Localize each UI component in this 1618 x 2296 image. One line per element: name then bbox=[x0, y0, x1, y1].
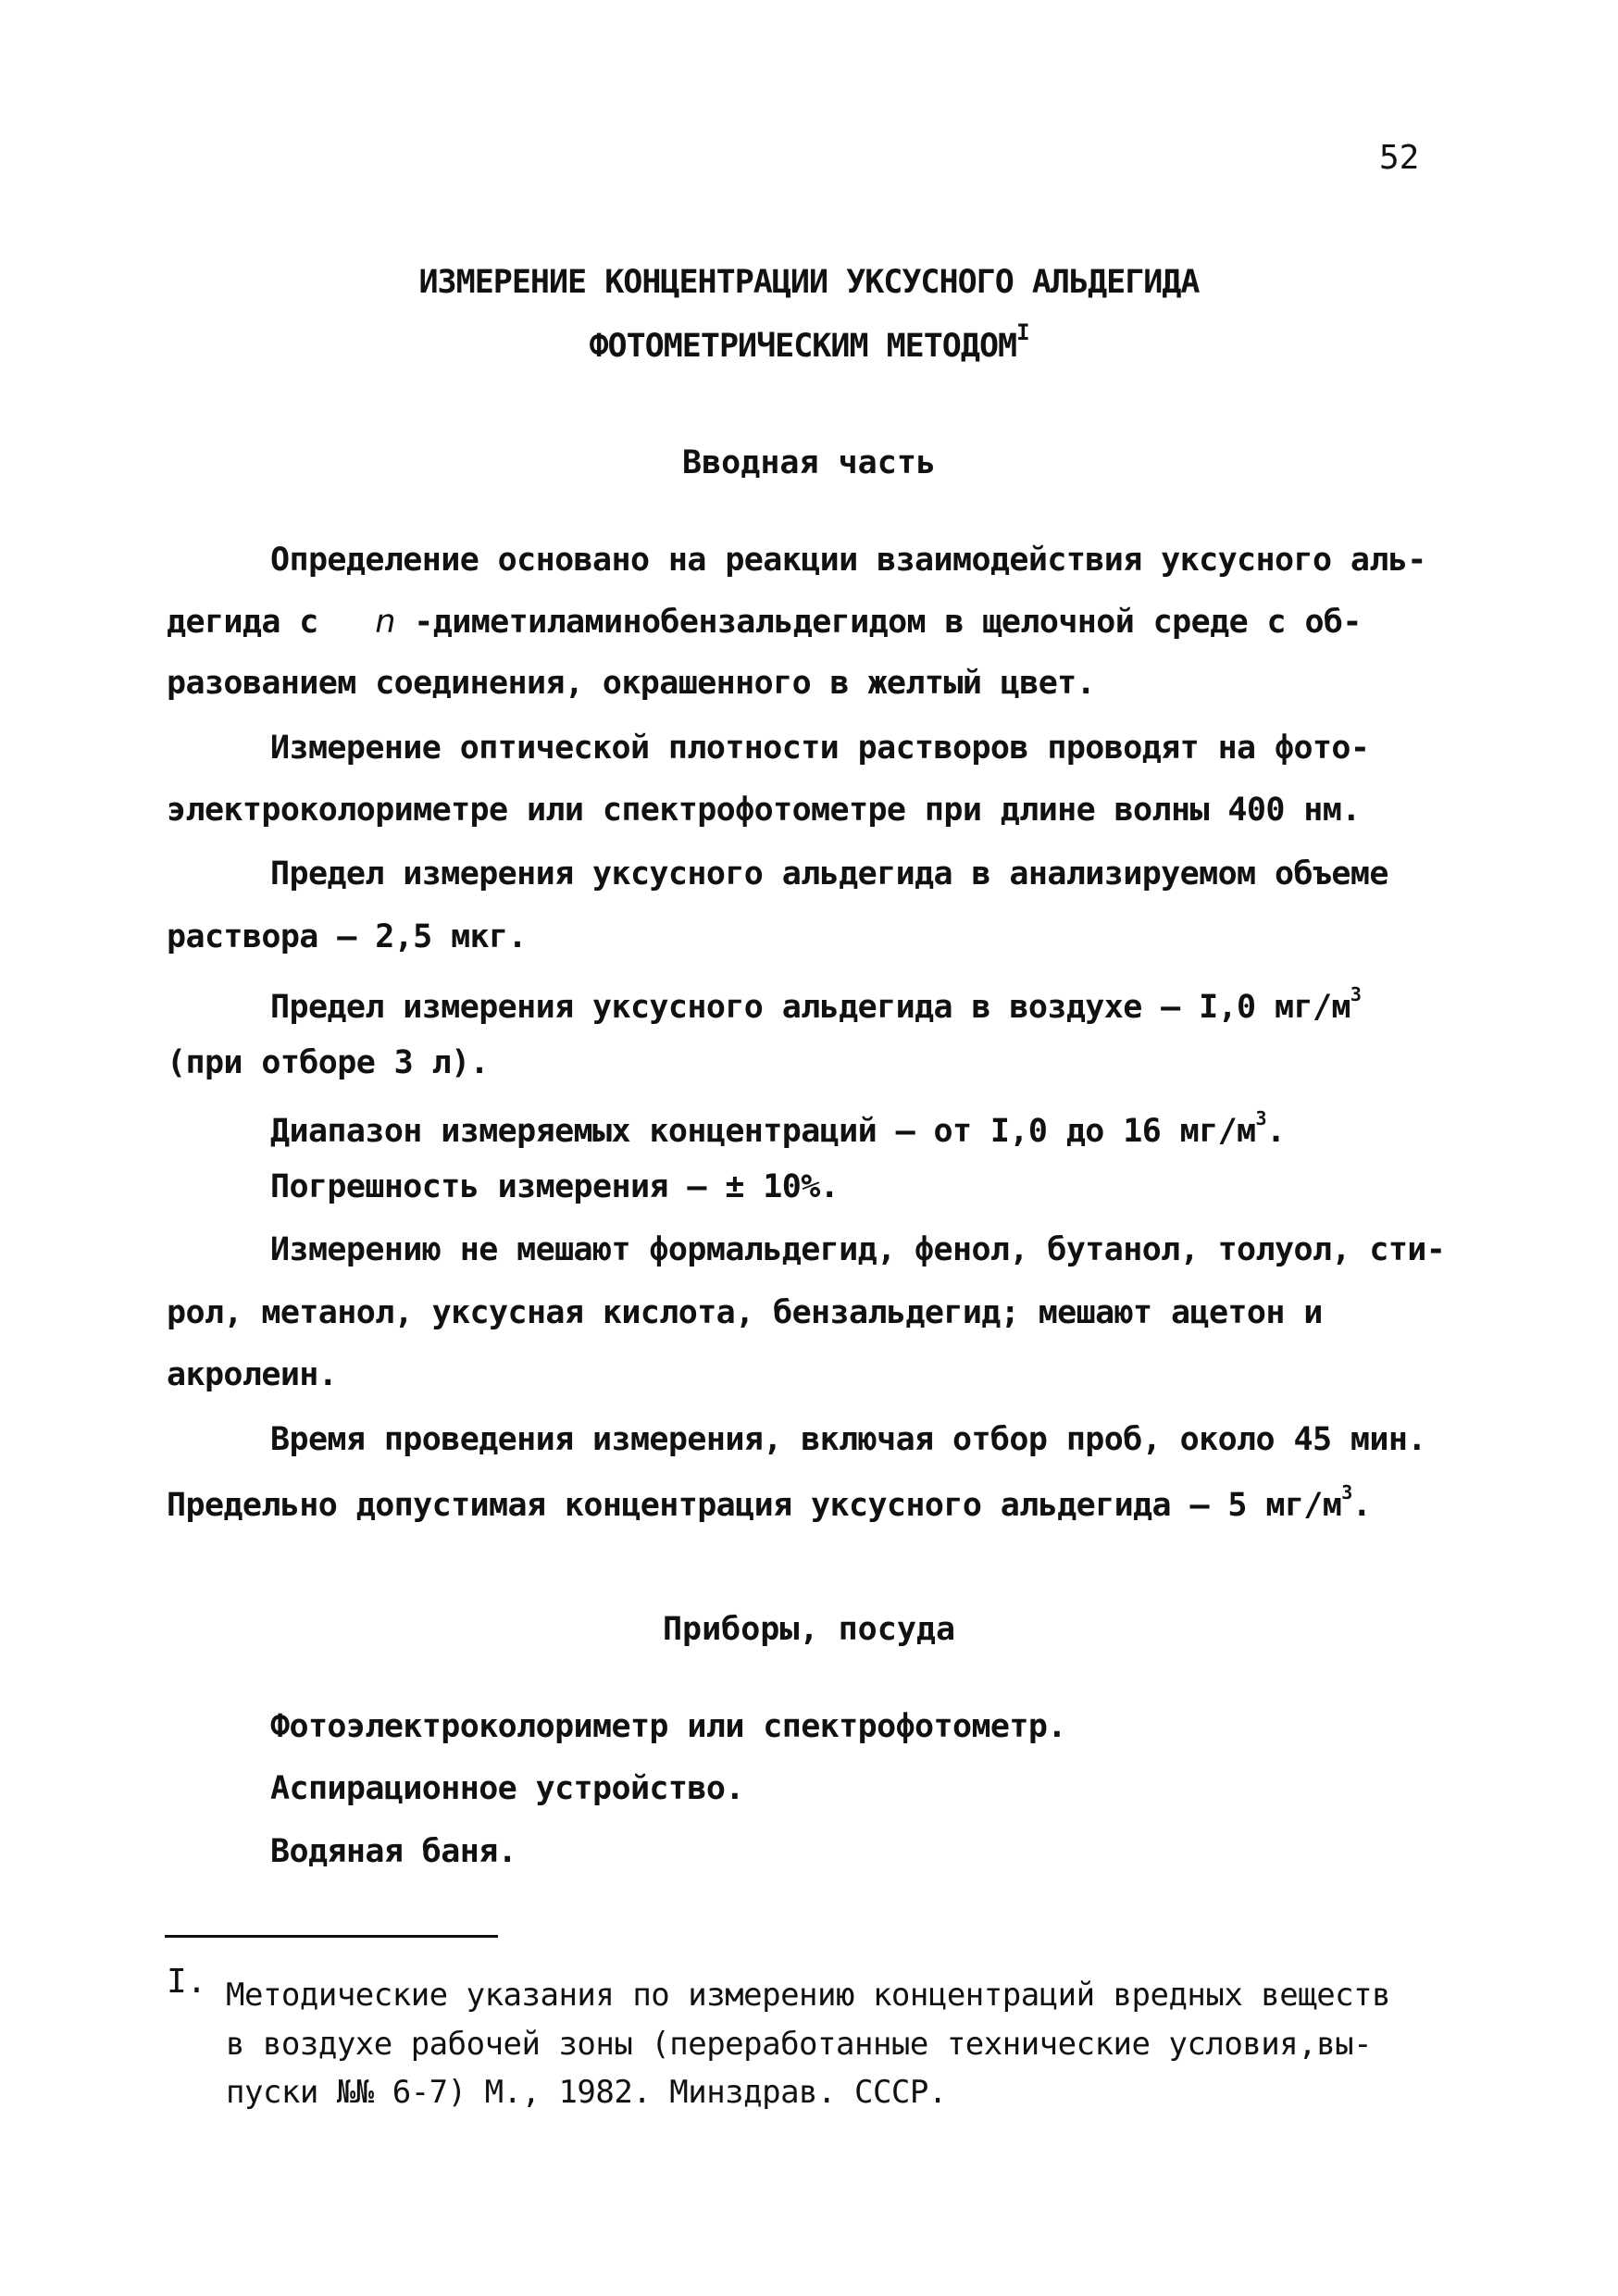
title-footnote-ref: I bbox=[1016, 319, 1029, 345]
superscript: 3 bbox=[1341, 1481, 1352, 1504]
paragraph-line: Предел измерения уксусного альдегида в анализируемом объеме bbox=[270, 855, 1388, 892]
paragraph-text: -диметиламинобензальдегидом в щелочной среде с об- bbox=[414, 604, 1362, 641]
paragraph-line: электроколориметре или спектрофотометре при длине волны 400 нм. bbox=[167, 792, 1361, 829]
para-symbol: n bbox=[375, 604, 395, 641]
superscript: 3 bbox=[1255, 1107, 1266, 1129]
paragraph-line: Измерению не мешают формальдегид, фенол, бутанол, толуол, сти- bbox=[270, 1231, 1446, 1268]
superscript: 3 bbox=[1350, 983, 1362, 1005]
paragraph-line: Измерение оптической плотности растворов проводят на фото- bbox=[270, 730, 1370, 767]
list-item: Водяная баня. bbox=[270, 1833, 517, 1870]
footnote-line: в воздухе рабочей зоны (переработанные технические условия,вы- bbox=[226, 2026, 1373, 2063]
paragraph-text: . bbox=[1351, 1487, 1372, 1524]
paragraph-text: Предел измерения уксусного альдегида в воздухе – I,0 мг/м bbox=[270, 989, 1350, 1026]
paragraph-text: . bbox=[1266, 1113, 1286, 1150]
paragraph-line bbox=[270, 1107, 1285, 1150]
document-title-text: ФОТОМЕТРИЧЕСКИМ МЕТОДОМ bbox=[589, 328, 1017, 365]
paragraph-line: разованием соединения, окрашенного в желтый цвет. bbox=[167, 665, 1096, 702]
list-item: Аспирационное устройство. bbox=[270, 1770, 744, 1807]
document-title-line-2 bbox=[0, 319, 1618, 365]
paragraph-line bbox=[270, 983, 1361, 1026]
footnote-line: пуски №№ 6-7) М., 1982. Минздрав. СССР. bbox=[226, 2074, 947, 2111]
section-heading-intro: Вводная часть bbox=[682, 444, 936, 481]
document-title-line-1: ИЗМЕРЕНИЕ КОНЦЕНТРАЦИИ УКСУСНОГО АЛЬДЕГИДА bbox=[418, 264, 1200, 301]
paragraph-line bbox=[167, 604, 1362, 641]
paragraph-text: Диапазон измеряемых концентраций – от I,0 до 16 мг/м bbox=[270, 1113, 1256, 1150]
paragraph-text: Предельно допустимая концентрация уксусного альдегида – 5 мг/м bbox=[167, 1487, 1342, 1524]
paragraph-line: (при отборе 3 л). bbox=[167, 1044, 490, 1081]
paragraph-line: рол, метанол, уксусная кислота, бензальдегид; мешают ацетон и bbox=[167, 1294, 1323, 1331]
paragraph-line bbox=[167, 1481, 1371, 1524]
footnote-line: Методические указания по измерению концентраций вредных веществ bbox=[226, 1977, 1391, 2014]
paragraph-line: акролеин. bbox=[167, 1356, 338, 1393]
paragraph-line: Погрешность измерения – ± 10%. bbox=[270, 1168, 840, 1205]
paragraph-text: дегида с bbox=[167, 604, 318, 641]
list-item: Фотоэлектроколориметр или спектрофотометр. bbox=[270, 1708, 1066, 1745]
footnote-divider bbox=[165, 1935, 498, 1938]
paragraph-line: Определение основано на реакции взаимодействия уксусного аль- bbox=[270, 542, 1426, 579]
paragraph-line: Время проведения измерения, включая отбор проб, около 45 мин. bbox=[270, 1421, 1426, 1458]
paragraph-line: раствора – 2,5 мкг. bbox=[167, 918, 527, 955]
section-heading-equipment: Приборы, посуда bbox=[662, 1611, 956, 1648]
footnote-mark: I. bbox=[167, 1963, 207, 2001]
page-number: 52 bbox=[1379, 139, 1420, 177]
